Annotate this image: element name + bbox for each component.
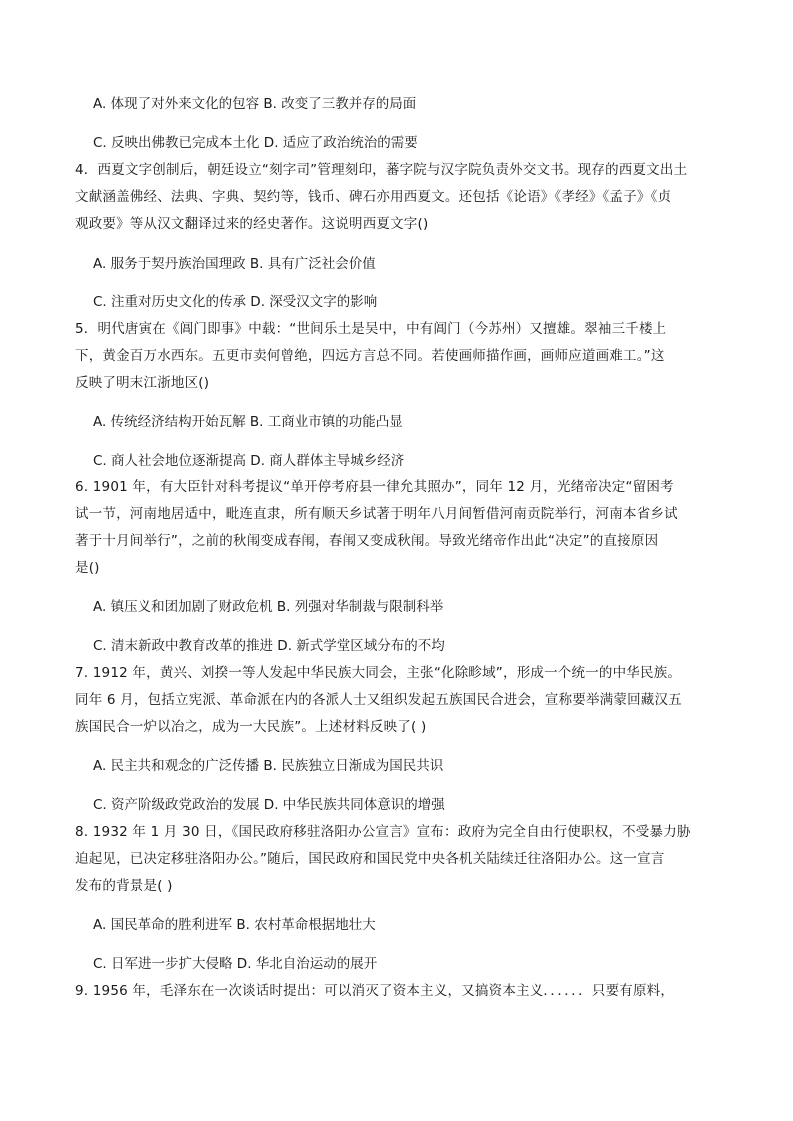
option-line: A. 服务于契丹族治国理政 B. 具有广泛社会价值 bbox=[93, 256, 376, 272]
question-line: 是() bbox=[75, 560, 100, 576]
question-line: 观政要》等从汉文翻译过来的经史著作。这说明西夏文字() bbox=[75, 216, 429, 232]
option-line: A. 传统经济结构开始瓦解 B. 工商业市镇的功能凸显 bbox=[93, 414, 403, 430]
question-line: 发布的背景是( ) bbox=[75, 878, 173, 894]
option-line: C. 注重对历史文化的传承 D. 深受汉文字的影响 bbox=[93, 294, 378, 310]
option-line: C. 商人社会地位逐渐提高 D. 商人群体主导城乡经济 bbox=[93, 453, 405, 469]
question-line: 著于十月间举行”，之前的秋闱变成春闱，春闱又变成秋闱。导致光绪帝作出此“决定”的直接原因 bbox=[75, 533, 659, 549]
question-line: 试一节，河南地居适中，毗连直隶，所有顺天乡试著于明年八月间暂借河南贡院举行，河南本省乡试 bbox=[75, 506, 678, 522]
question-line: 迫起见，已决定移驻洛阳办公。”随后，国民政府和国民党中央各机关陆续迁往洛阳办公。这一宣言 bbox=[75, 851, 665, 867]
option-line: A. 镇压义和团加剧了财政危机 B. 列强对华制裁与限制科举 bbox=[93, 599, 444, 615]
question-line: 7. 1912 年，黄兴、刘揆一等人发起中华民族大同会，主张“化除畛域”，形成一个统一的中华民族。 bbox=[75, 665, 682, 681]
question-line: 9. 1956 年，毛泽东在一次谈话时提出：可以消灭了资本主义，又搞资本主义．．．．．．只要有原料， bbox=[75, 983, 675, 999]
option-line: C. 资产阶级政党政治的发展 D. 中华民族共同体意识的增强 bbox=[93, 797, 445, 813]
question-line: 4．西夏文字创制后，朝廷设立“刻字司”管理刻印，蕃字院与汉字院负责外交文书。现存的西夏文出土 bbox=[75, 162, 688, 178]
question-line: 反映了明末江浙地区() bbox=[75, 375, 210, 391]
question-line: 族国民合一炉以冶之，成为一大民族”。上述材料反映了( ) bbox=[75, 719, 427, 735]
question-line: 6. 1901 年，有大臣针对科考提议“单开停考府县一律允其照办”，同年 12 月，光绪帝决定“留困考 bbox=[75, 479, 674, 495]
option-line: C. 反映出佛教已完成本土化 D. 适应了政治统治的需要 bbox=[93, 135, 418, 151]
question-line: 5．明代唐寅在《阊门即事》中载：“世间乐土是吴中，中有阊门（今苏州）又擅雄。翠袖三千楼上 bbox=[75, 321, 667, 337]
option-line: A. 体现了对外来文化的包容 B. 改变了三教并存的局面 bbox=[93, 96, 417, 112]
question-line: 下，黄金百万水西东。五更市卖何曾绝，四远方言总不同。若使画师描作画，画师应道画难工。”这 bbox=[75, 348, 665, 364]
option-line: A. 民主共和观念的广泛传播 B. 民族独立日渐成为国民共识 bbox=[93, 758, 444, 774]
question-line: 文献涵盖佛经、法典、字典、契约等，钱币、碑石亦用西夏文。还包括《论语》《孝经》《孟子》《贞 bbox=[75, 189, 672, 205]
question-line: 同年 6 月，包括立宪派、革命派在内的各派人士又组织发起五族国民合进会，宣称要举满蒙回藏汉五 bbox=[75, 692, 682, 708]
option-line: C. 清末新政中教育改革的推进 D. 新式学堂区域分布的不均 bbox=[93, 638, 445, 654]
option-line: C. 日军进一步扩大侵略 D. 华北自治运动的展开 bbox=[93, 956, 378, 972]
option-line: A. 国民革命的胜利进军 B. 农村革命根据地壮大 bbox=[93, 917, 376, 933]
question-line: 8. 1932 年 1 月 30 日，《国民政府移驻洛阳办公宣言》宣布：政府为完全自由行使职权，不受暴力胁 bbox=[75, 824, 691, 840]
